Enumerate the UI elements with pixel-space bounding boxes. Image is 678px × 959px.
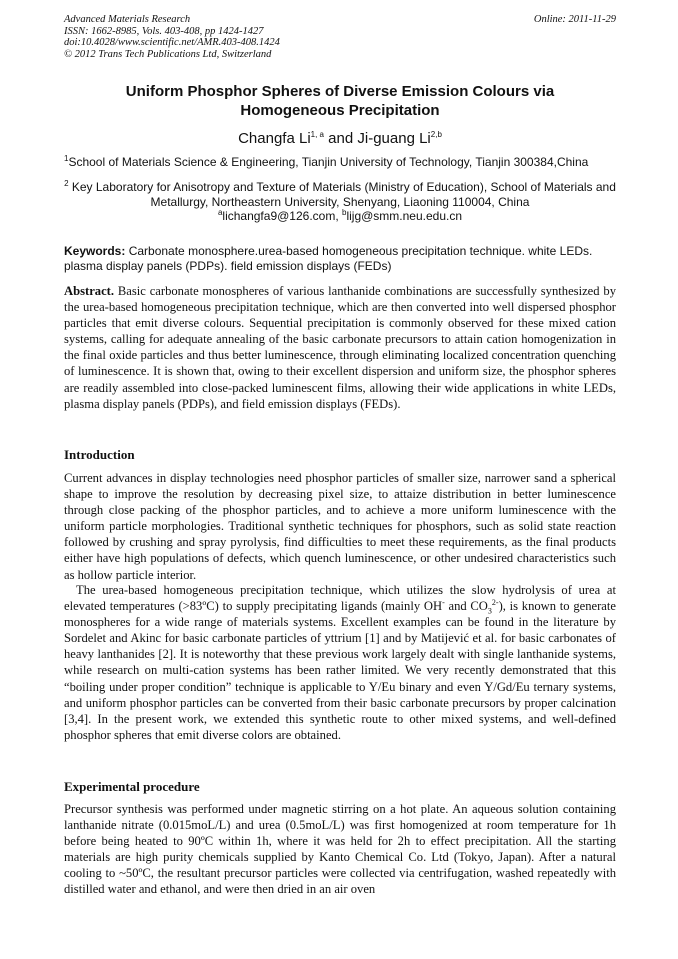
- keywords: [64, 244, 616, 274]
- email-a[interactable]: lichangfa9@126.com,: [222, 209, 342, 223]
- title-line-1: Uniform Phosphor Spheres of Diverse Emission Colours via: [125, 83, 555, 100]
- email-b-marker: b: [342, 208, 347, 217]
- copyright-line: © 2012 Trans Tech Publications Ltd, Switzerland: [64, 48, 272, 60]
- introduction-heading: Introduction: [64, 447, 135, 462]
- affiliation-2-number: 2: [64, 179, 69, 188]
- affiliation-1-text: School of Materials Science & Engineering, Tianjin University of Technology, Tianjin 300384,China: [68, 155, 589, 169]
- keywords-text: Carbonate monosphere.urea-based homogeneous precipitation technique. white LEDs. plasma display panels (PDPs). field emission displays (FEDs): [64, 244, 593, 273]
- intro-p2-part-a: The urea-based homogeneous precipitation technique, which utilizes the slow hydrolysis of urea at elevated temperatures (>83ºC) to supply precipitating ligands (mainly OH: [64, 583, 616, 614]
- intro-p2-sup-1: -: [442, 597, 445, 607]
- abstract: [64, 283, 616, 412]
- experimental-heading: Experimental procedure: [64, 779, 200, 794]
- keywords-label: Keywords:: [64, 244, 126, 258]
- paper-title: [64, 82, 616, 120]
- affiliation-2-text: Key Laboratory for Anisotropy and Texture of Materials (Ministry of Education), School of Materials and Metallurgy, Northeastern University, Shenyang, Liaoning 110004, China: [68, 180, 616, 209]
- journal-name: Advanced Materials Research: [64, 14, 191, 25]
- author-1: Changfa Li: [238, 130, 311, 147]
- intro-p2-sup-2: 2-: [491, 597, 499, 607]
- email-a-marker: a: [217, 208, 223, 217]
- introduction-paragraph-1: Current advances in display technologies need phosphor particles of smaller size, narrower sand a spherical shape to improve the resolution by decreasing pixel size, to attaize distribution in better luminescence through close packing of the phosphor particles, and to achieve a more uniform luminescence with the uniform particle morphologies. Traditional synthetic techniques for phosphors, such as solid state reaction followed by crushing and spray pyrolysis, find difficulties to meet these requirements, as the final products either have high populations of defects, which quench luminescence, or other undesired characteristics such as hollow particle interior.: [64, 471, 616, 582]
- author-emails: [64, 209, 616, 223]
- title-line-2: Homogeneous Precipitation: [240, 102, 440, 119]
- introduction-paragraph-2: [64, 582, 616, 743]
- intro-p2-part-b: and CO: [444, 599, 488, 614]
- authors-and: and: [324, 130, 358, 147]
- authors: [64, 130, 616, 147]
- affiliation-1: [64, 155, 616, 170]
- abstract-label: Abstract.: [64, 284, 115, 298]
- author-1-affil: 1, a: [310, 130, 324, 139]
- journal-header: [64, 14, 616, 60]
- experimental-paragraph-1: Precursor synthesis was performed under magnetic stirring on a hot plate. An aqueous solution containing lanthanide nitrate (0.015moL/L) and urea (0.5moL/L) was first homogenized at room temperature for 1h before being heated to 90ºC within 1h, where it was held for 2h to effect precipitation. All the starting materials are high purity chemicals supplied by Kanto Chemical Co. Ltd (Tokyo, Japan). After a natural cooling to ~50ºC, the resultant precursor particles were collected via centrifugation, washed repeatedly with distilled water and ethanol, and were then dried in an air oven: [64, 802, 616, 897]
- intro-p2-part-c: ), is known to generate monospheres for a wide range of materials systems. Excellent examples can be found in the literature by Sordelet and Akinc for basic carbonate particles of yttrium [1] and by Matijević et al. for basic carbonates of heavy lanthanides [2]. It is noteworthy that these previous work largely dealt with single lanthanide systems, while research on multi-cation systems has been rather limited. We very recently demonstrated that this “boiling under proper condition” technique is applicable to Y/Eu binary and even Y/Gd/Eu ternary systems, and uniform phosphor particles can be converted from their basic carbonate precursors by proper calcination [3,4]. In the present work, we extended this synthetic route to other mixed systems, and well-defined phosphor spheres that emit diverse colors are obtained.: [64, 599, 616, 742]
- doi-line: doi:10.4028/www.scientific.net/AMR.403-408.1424: [64, 37, 280, 48]
- email-b[interactable]: lijg@smm.neu.edu.cn: [346, 209, 463, 223]
- abstract-text: Basic carbonate monospheres of various lanthanide combinations are successfully synthesized by the urea-based homogeneous precipitation technique, which are then converted into well dispersed phosphor particles that emit diverse colours. Sequential precipitation is commonly observed for these mixed cation systems, calling for adequate annealing of the basic carbonate precursors to attain cation homogenization in the final oxide particles and thus better luminescence, through eliminating localized concentration quenching of luminescence. It is shown that, owing to their excellent dispersion and uniform size, the phosphor spheres are readily assembled into close-packed luminescent films, allowing their wide applications in white LEDs, plasma display panels (PDPs), and field emission displays (FEDs).: [64, 284, 616, 411]
- author-2: Ji-guang Li: [357, 130, 431, 147]
- affiliation-1-number: 1: [64, 154, 69, 163]
- author-2-affil: 2,b: [430, 130, 442, 139]
- online-date: Online: 2011-11-29: [533, 14, 616, 25]
- intro-p2-sub: 3: [487, 606, 492, 616]
- affiliation-2: [64, 180, 616, 210]
- issn-line: ISSN: 1662-8985, Vols. 403-408, pp 1424-1427: [64, 25, 264, 37]
